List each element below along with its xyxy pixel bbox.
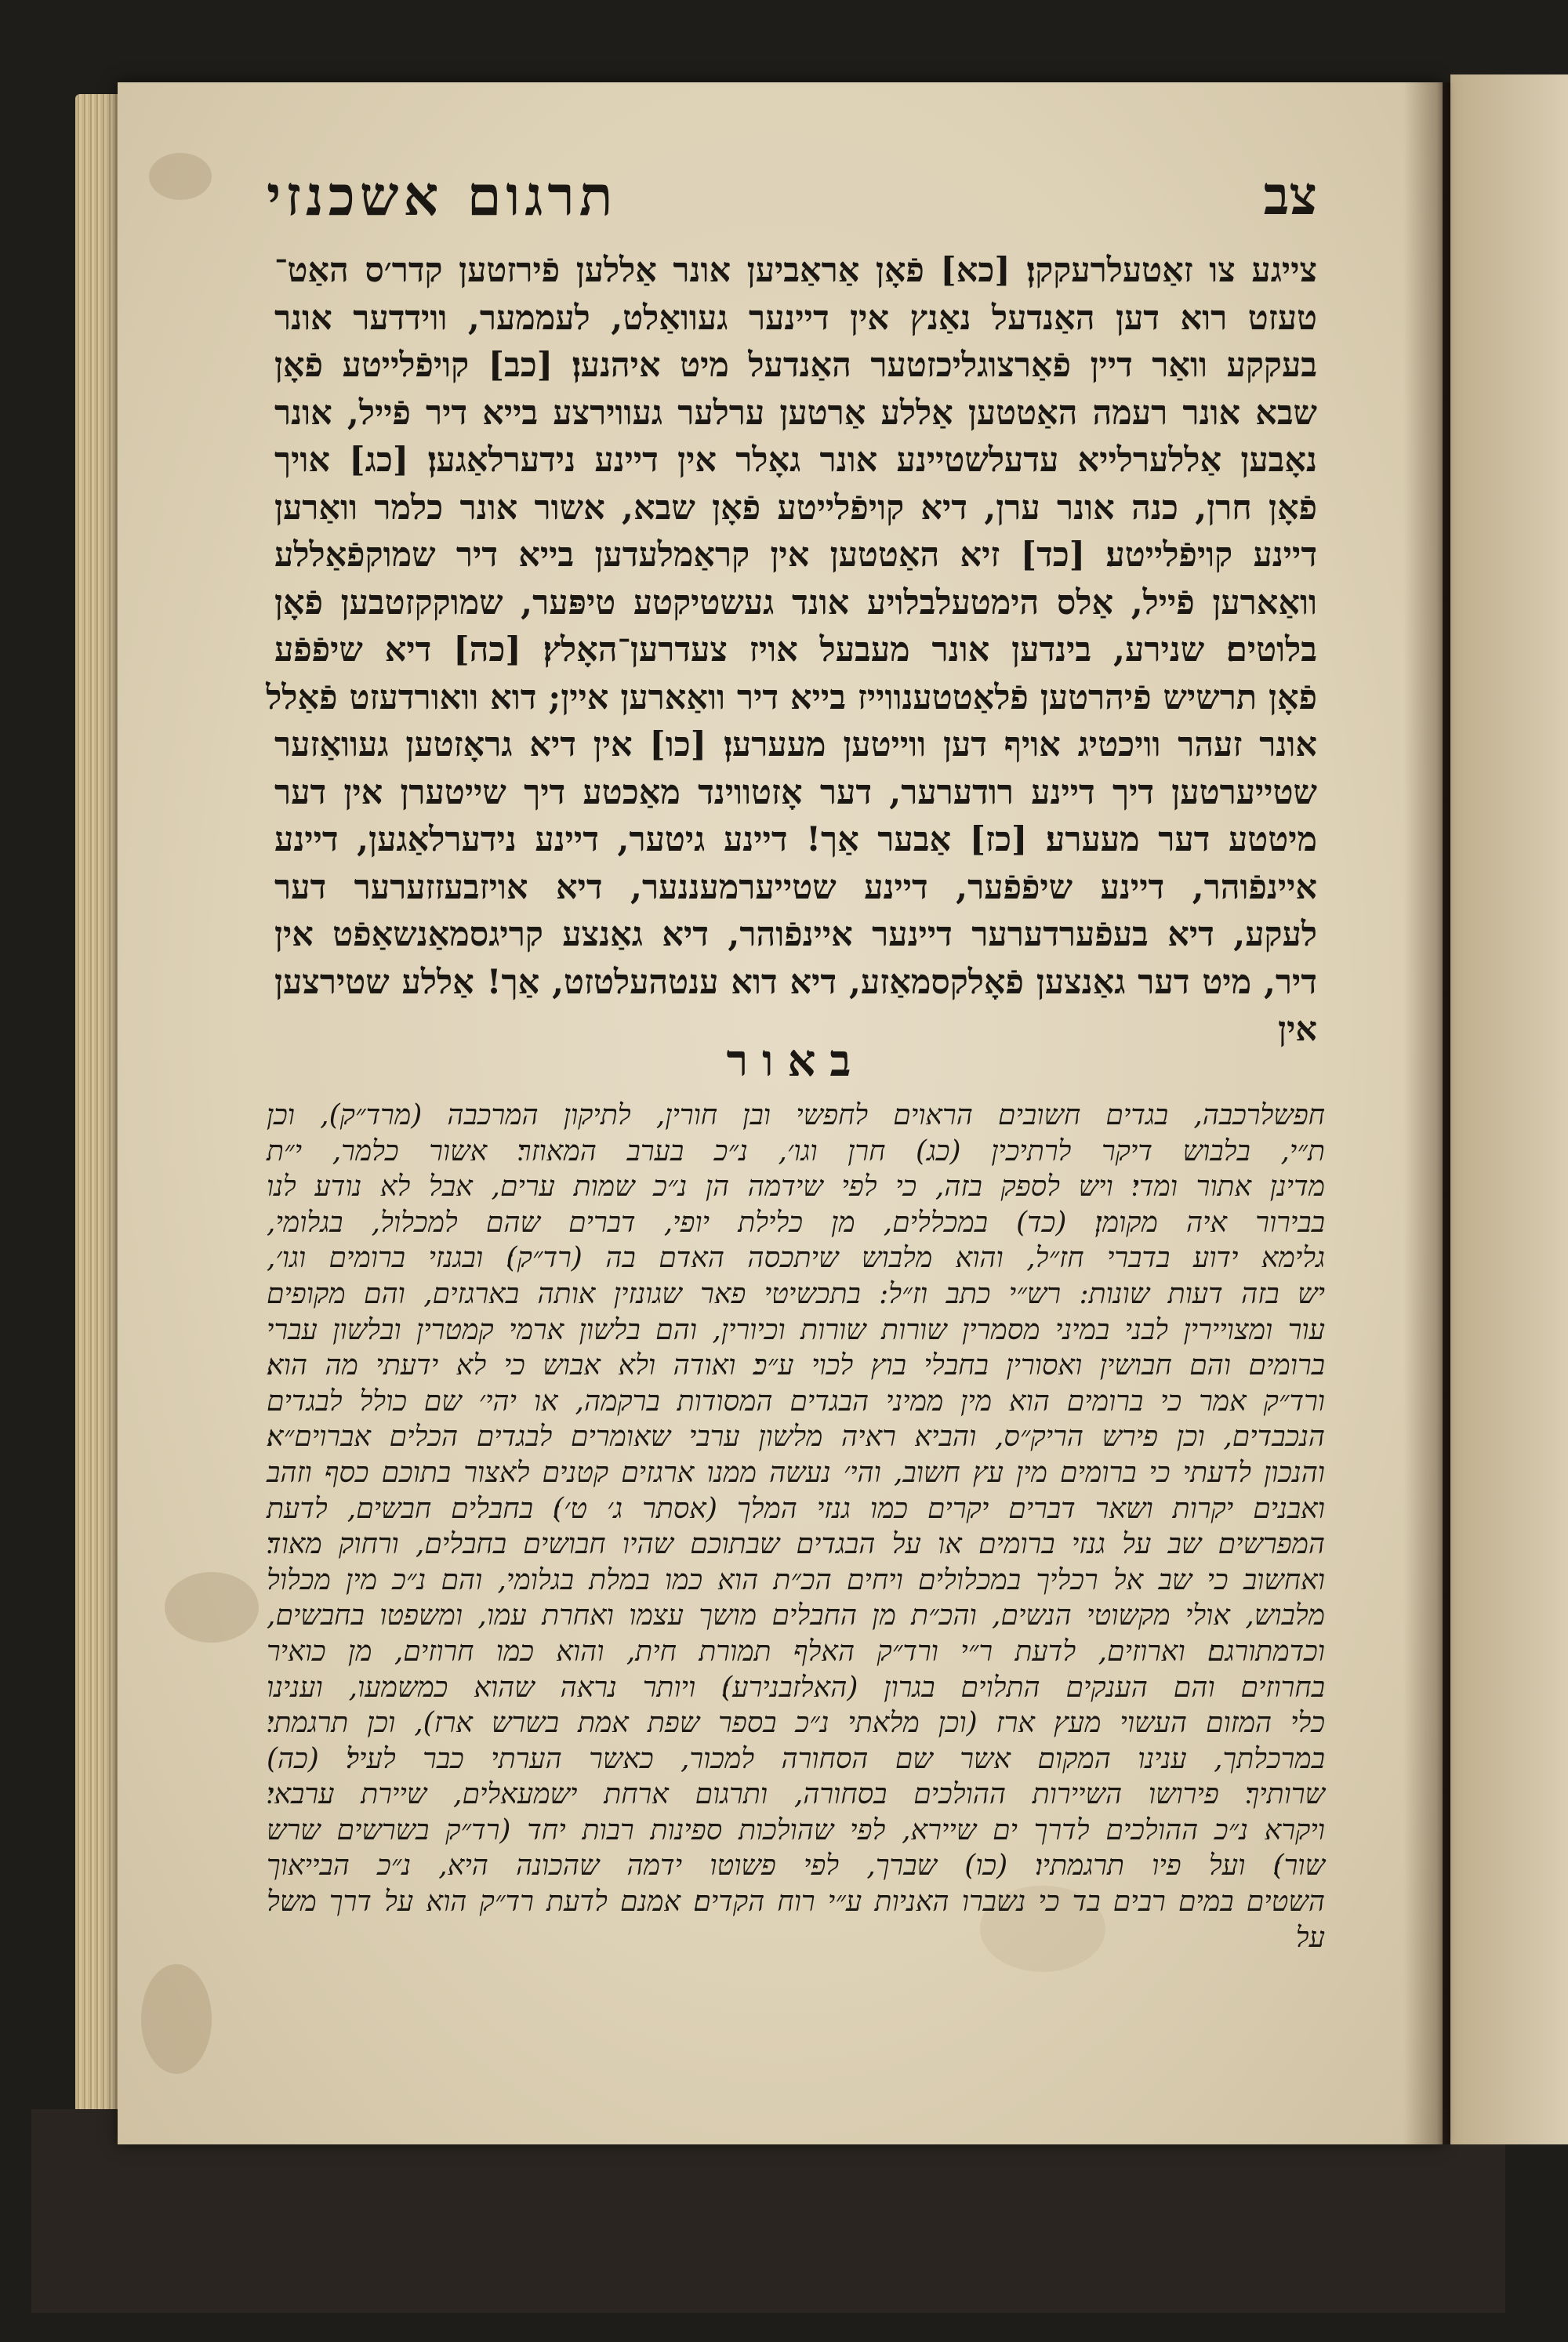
commentary-line: ברומים והם חבושין ואסורין בחבלי בוץ לכוי ע״כ׃ ואודה ולא אבוש כי לא ידעתי מה הוא׃ [267,1349,1325,1382]
commentary-line: ואבנים יקרות ושאר דברים יקרים כמו גנזי המלך (אסתר ג׳ ט׳)׃ בחבלים חבשים, לדעת [267,1492,1325,1525]
main-text-line: פֿאָן תרשיש פֿיהרטען פֿלאַטטענווייז בייא דיר וואַארען איין; דוא וואורדעזט פֿאַלל [266,677,1317,717]
commentary [267,1098,1325,1955]
commentary-line: והנכון לדעתי כי ברומים מין עץ חשוב, והי׳ נעשה ממנו ארגזים קטנים לאצור בתוכם כסף וזהב [267,1456,1325,1489]
commentary-line: חפשלרכבה, בגדים חשובים הראוים לחפשי ובן חורין, לתיקון המרכבה (מרד״ק), וכן [267,1099,1325,1131]
main-text-line: בעקקע וואַר דיין פֿאַרצוגליכזטער האַנדעל מיט איהנען׃ [כב] קויפֿלייטע פֿאָן [274,346,1317,385]
page-number: צב [1263,165,1317,227]
main-text-line: דיינע קויפֿלייטע׃ [כד] זיא האַטטען אין קראַמלעדען בייא דיר שמוקפֿאַללע [274,536,1317,575]
main-text-line: איינפֿוהר, דיינע שיפֿפֿער, דיינע שטייערמעננער, דיא אויזבעזזערער דער [274,867,1317,907]
main-text-line: פֿאָן חרן, כנה אונר ערן, דיא קויפֿלייטע פֿאָן שבא, אשור אונר כלמר וואַרען [274,488,1317,528]
commentary-line: השטים במים רבים בד כי נשברו האניות ע״י רוח הקדים׃ אמנם לדעת רד״ק הוא על דרך משל [267,1886,1325,1919]
commentary-line: עור ומצויירין לבני במיני מסמרין שורות שורות וכיורין, והם בלשון ארמי קמטרין ובלשון עברי [267,1313,1325,1346]
commentary-line: ת״י, בלבוש דיקר לרתיכין (כג) חרן וגו׳, נ״כ בערב המאוזר׃ אשור כלמר, י״ת [267,1135,1325,1167]
main-text-line: מיטטע דער מעערע׃ [כז] אַבער אַך! דיינע גיטער, דיינע נידערלאַגען, דיינע [274,820,1317,859]
commentary-line: במרכלתך, ענינו המקום אשר שם הסחורה למכור, כאשר הערתי כבר לעיל׃ (כה) [267,1742,1325,1775]
book-fore-edge [75,94,124,2117]
main-text-line: אונר זעהר וויכטיג אויף דען ווייטען מעערען׃ [כו] אין דיא גראָזטען געוואַזער [274,725,1317,764]
main-text-line: לעקע, דיא בעפֿערדערער דיינער איינפֿוהר, דיא גאַנצע קריגסמאַנשאַפֿט אין [274,915,1317,954]
facing-page [1450,74,1568,2144]
commentary-line: ואחשוב כי שב אל רכליך במכלולים ויחים הכ״ת הוא כמו במלת בגלומי, והם נ״כ מין מכלול [267,1563,1325,1596]
page-title: תרגום אשכנזי [267,163,618,228]
section-heading: באור [726,1035,866,1087]
commentary-line: שרותיך׃ פירושו השיירות ההולכים בסחורה, ותרגום ארחת ישמעאלים, שיירת ערבאי׃ [267,1778,1325,1811]
main-text-catchword: אין [1278,1010,1317,1049]
commentary-line: מלבוש, אולי מקשוטי הנשים, והכ״ת מן החבלים מושך עצמו ואחרת עמו, ומשפטו בחבשים, [267,1599,1325,1632]
page-gutter [1403,82,1450,2144]
main-text-line: טעזט רוא דען האַנדעל נאַנץ אין דיינער געוואַלט, לעממער, ווידדער אונר [274,298,1317,338]
commentary-line: גלימא ידוע בדברי חז״ל, והוא מלבוש שיתכסה האדם בה (רד״ק)׃ ובגנזי ברומים וגו׳, [267,1242,1325,1275]
commentary-line: יש בזה דעות שונות: רש״י כתב וז״ל: בתכשיטי פאר שגונזין אותה בארגזים, והם מקופים [267,1277,1325,1310]
commentary-line: בחרוזים והם הענקים התלוים בגרון (האלזבנירע)׃ ויותר נראה שהוא כמשמעו, וענינו [267,1671,1326,1704]
main-text [266,247,1317,1054]
main-text-line: נאָבען אַללערלייא עדעלשטיינע אונר גאָלר אין דיינע נידערלאַגען׃ [כג] אויך [274,441,1317,480]
main-text-line: בלוטים׃ שנירע, בינדען אונר מעבעל אויז צעדרען־האָלץ׃ [כה] דיא שיפֿפֿע [274,630,1317,670]
commentary-line: שור)׃ ועל פיו תרגמתיו׃ (כו) שברך, לפי פשוטו ידמה שהכונה היא, נ״כ הבייאוך [267,1850,1325,1883]
main-text-line: שבא אונר רעמה האַטטען אַללע אַרטען ערלער געווירצע בייא דיר פֿייל, אונר [274,393,1317,433]
commentary-catchword: על [1295,1921,1325,1954]
commentary-line: ויקרא נ״כ ההולכים לדרך ים שיירא, לפי שהולכות ספינות רבות יחד (רד״ק בשרשים שרש [267,1814,1325,1846]
commentary-line: בבירור איה מקומן׃ (כד) במכללים, מן כלילת יופי, דברים שהם למכלול, בגלומי, [267,1206,1325,1239]
commentary-line: הנכבדים, וכן פירש הריק״ס, והביא ראיה מלשון ערבי שאומרים לבגדים הכלים אברוים״א׃ [267,1421,1325,1454]
main-text-line: צייגע צו זאַטעלרעקקן׃ [כא] פֿאָן אַראַביען אונר אַללען פֿירזטען קדר׳ס האַט־ [274,251,1317,290]
commentary-line: כלי המזום העשוי מעץ ארז (וכן מלאתי נ״כ בספר שפת אמת בשרש ארז), וכן תרגמתי׃ [267,1707,1325,1740]
commentary-line: ורד״ק אמר כי ברומים הוא מין ממיני הבגדים המסודות ברקמה, או יהי׳ שם כולל לבגדים [267,1385,1325,1418]
commentary-line: וכדמתורגם׃ וארוזים, לדעת ר״י ורד״ק האלף תמורת חית, והוא כמו חרוזים, מן כואיר [267,1635,1325,1668]
running-head [267,153,1317,239]
main-text-line: שטייערטען דיך דיינע רודערער, דער אָזטווינד מאַכטע דיך שייטערן אין דער [274,772,1317,812]
commentary-line: מדינן אתור ומדי׃ ויש לספק בזה, כי לפי שידמה הן נ״כ שמות ערים, אבל לא נודע לנו [267,1171,1325,1204]
main-text-line: דיר, מיט דער גאַנצען פֿאָלקסמאַזע, דיא דוא ענטהעלטזט, אַך! אַללע שטירצען [274,962,1317,1002]
commentary-line: המפרשים שב על גנזי ברומים או על הבגדים שבתוכם שהיו חבושים בחבלים, ורחוק מאוד׃ [267,1528,1325,1561]
main-text-line: וואַארען פֿייל, אַלס הימטעלבלויע אונד געשטיקטע טיפּער, שמוקקזטבען פֿאָן [274,583,1317,623]
